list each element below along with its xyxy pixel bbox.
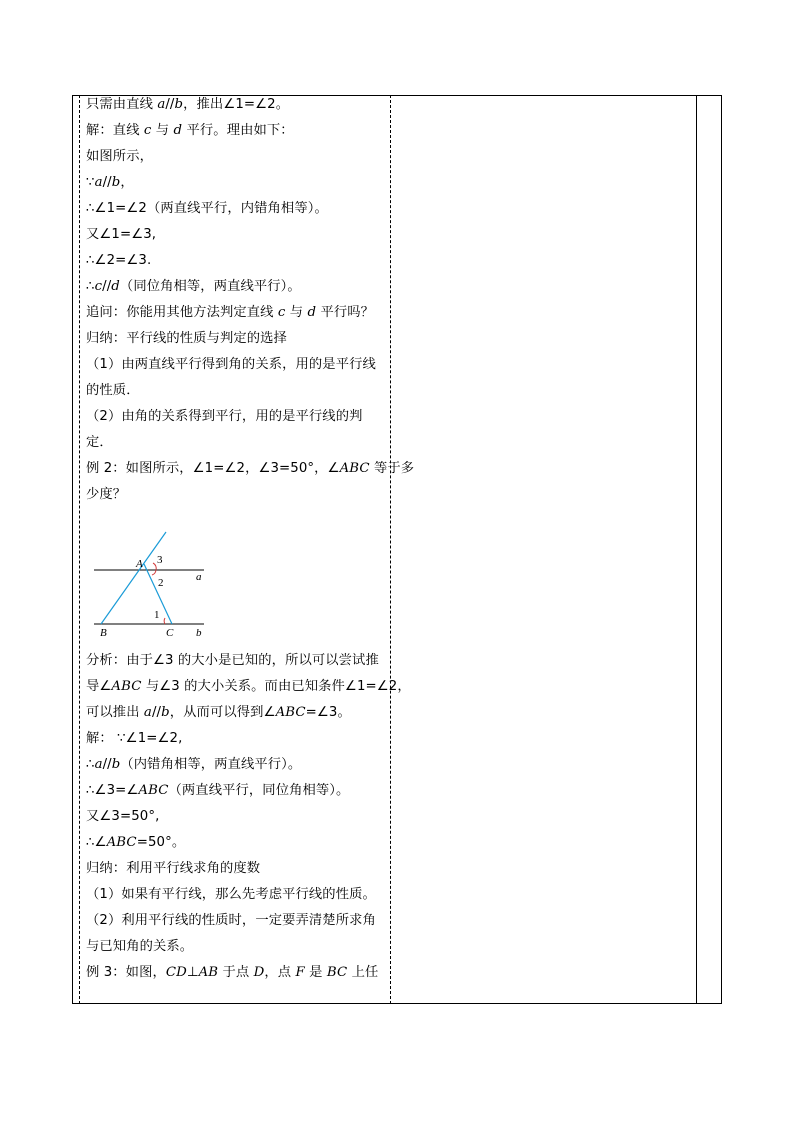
text-run: 平行吗？: [316, 305, 375, 320]
text-line: [86, 200, 328, 218]
text-line: [86, 382, 140, 400]
label-b: b: [196, 627, 202, 639]
text-run: 与已知角的关系。: [86, 939, 194, 954]
example-2-figure: [92, 530, 212, 642]
text-run: ，: [120, 175, 134, 190]
left-inner-divider: [79, 95, 80, 1004]
table-bottom-border: [72, 1003, 722, 1004]
label-a: a: [196, 571, 202, 583]
text-line: [86, 434, 113, 452]
math-variable: b: [111, 757, 121, 772]
text-run: 又∠3=50°,: [86, 809, 160, 824]
math-variable: a: [157, 97, 166, 112]
text-line: [86, 834, 185, 852]
math-variable: d: [111, 279, 120, 294]
text-line: [86, 122, 294, 140]
text-run: 于点: [218, 965, 254, 980]
text-run: （两直线平行，同位角相等）。: [168, 783, 350, 798]
text-line: [86, 252, 151, 270]
text-run: 例 3：如图，: [86, 965, 166, 980]
math-variable: d: [173, 123, 183, 138]
text-run: （2）利用平行线的性质时，一定要弄清楚所求角: [86, 913, 376, 928]
text-line: [86, 304, 374, 322]
text-run: 解： ∵∠1=∠2,: [86, 731, 183, 746]
math-variable: AB: [198, 965, 219, 980]
text-run: 是: [304, 965, 327, 980]
text-line: [86, 652, 379, 670]
text-run: 平行。理由如下：: [182, 123, 294, 138]
math-variable: F: [295, 965, 305, 980]
text-run: 与∠3 的大小关系。而由已知条件∠1=∠2，: [141, 679, 411, 694]
text-line: [86, 912, 376, 930]
text-run: //: [165, 97, 175, 112]
text-run: ∴: [86, 279, 95, 294]
text-run: ∴: [86, 757, 95, 772]
math-variable: b: [111, 175, 121, 190]
text-run: ，从而可以得到∠: [169, 705, 276, 720]
label-3: 3: [157, 554, 163, 566]
text-line: [86, 756, 301, 774]
text-line: [86, 730, 182, 748]
text-run: 与: [151, 123, 174, 138]
text-line: [86, 330, 287, 348]
angle-1-arc: [164, 618, 165, 624]
text-run: 归纳：利用平行线求角的度数: [86, 861, 261, 876]
text-run: 可以推出: [86, 705, 144, 720]
column-divider: [390, 95, 391, 1004]
label-1: 1: [154, 609, 160, 621]
math-variable: a: [143, 705, 152, 720]
text-line: [86, 678, 411, 696]
text-run: （同位角相等，两直线平行）。: [119, 279, 301, 294]
text-line: [86, 486, 126, 504]
table-right-border: [721, 95, 722, 1004]
math-variable: b: [174, 97, 184, 112]
math-variable: a: [94, 757, 103, 772]
text-run: 追问：你能用其他方法判定直线: [86, 305, 278, 320]
label-2: 2: [158, 577, 164, 589]
math-variable: ABC: [275, 705, 306, 720]
text-run: （1）如果有平行线，那么先考虑平行线的性质。: [86, 887, 376, 902]
text-run: 等于多: [369, 461, 415, 476]
text-line: [86, 860, 260, 878]
text-run: 又∠1=∠3,: [86, 227, 157, 242]
text-run: ∴∠2=∠3.: [86, 253, 152, 268]
label-B: B: [100, 627, 107, 639]
math-variable: c: [143, 123, 152, 138]
angle-3-arc: [153, 563, 156, 570]
text-line: [86, 886, 376, 904]
text-run: =∠3。: [305, 705, 351, 720]
text-run: //: [102, 279, 112, 294]
text-line: [86, 782, 349, 800]
text-run: ∴∠3=∠: [86, 783, 139, 798]
text-line: [86, 808, 159, 826]
right-column-divider: [696, 95, 697, 1004]
text-run: =50°。: [136, 835, 186, 850]
math-variable: c: [94, 279, 103, 294]
text-run: //: [151, 705, 162, 720]
text-line: [86, 704, 351, 722]
text-run: 例 2：如图所示，∠1=∠2，∠3=50°，∠: [86, 461, 340, 476]
text-line: [86, 356, 376, 374]
text-line: [86, 964, 378, 982]
text-run: 归纳：平行线的性质与判定的选择: [86, 331, 287, 346]
text-run: //: [102, 175, 112, 190]
angle-2-arc: [152, 570, 156, 575]
math-variable: D: [253, 965, 265, 980]
text-line: [86, 278, 301, 296]
text-run: 的性质．: [86, 383, 140, 398]
math-variable: BC: [326, 965, 348, 980]
label-A: A: [136, 558, 143, 570]
math-variable: c: [277, 305, 286, 320]
text-run: //: [102, 757, 112, 772]
text-run: 分析：由于∠3 的大小是已知的，所以可以尝试推: [86, 653, 379, 668]
text-run: （2）由角的关系得到平行，用的是平行线的判: [86, 409, 363, 424]
text-line: [86, 96, 289, 114]
text-line: [86, 226, 156, 244]
table-left-border: [72, 95, 73, 1004]
text-run: 导∠: [86, 679, 112, 694]
text-run: ∵: [86, 175, 95, 190]
text-run: 少度？: [86, 487, 127, 502]
math-variable: ABC: [106, 835, 137, 850]
parallel-lines-diagram: [92, 530, 212, 642]
text-line: [86, 938, 193, 956]
text-run: 与: [285, 305, 308, 320]
math-variable: a: [94, 175, 103, 190]
math-variable: ABC: [339, 461, 370, 476]
math-variable: ABC: [111, 679, 142, 694]
text-run: 只需由直线: [86, 97, 158, 112]
text-run: （内错角相等，两直线平行）。: [120, 757, 302, 772]
text-run: 定．: [86, 435, 113, 450]
text-run: 上任: [347, 965, 379, 980]
text-run: ∴∠: [86, 835, 107, 850]
text-run: 如图所示，: [86, 149, 153, 164]
text-line: [86, 148, 153, 166]
math-variable: ABC: [138, 783, 169, 798]
text-run: （1）由两直线平行得到角的关系，用的是平行线: [86, 357, 376, 372]
text-line: [86, 460, 414, 478]
text-line: [86, 408, 363, 426]
text-run: 解：直线: [86, 123, 144, 138]
label-C: C: [166, 627, 174, 639]
math-variable: CD: [165, 965, 187, 980]
math-variable: b: [161, 705, 170, 720]
text-run: ∴∠1=∠2（两直线平行，内错角相等）。: [86, 201, 328, 216]
text-run: ⊥: [186, 965, 199, 980]
text-run: ，点: [264, 965, 296, 980]
math-variable: d: [307, 305, 317, 320]
text-line: [86, 174, 134, 192]
text-run: ，推出∠1=∠2。: [183, 97, 290, 112]
